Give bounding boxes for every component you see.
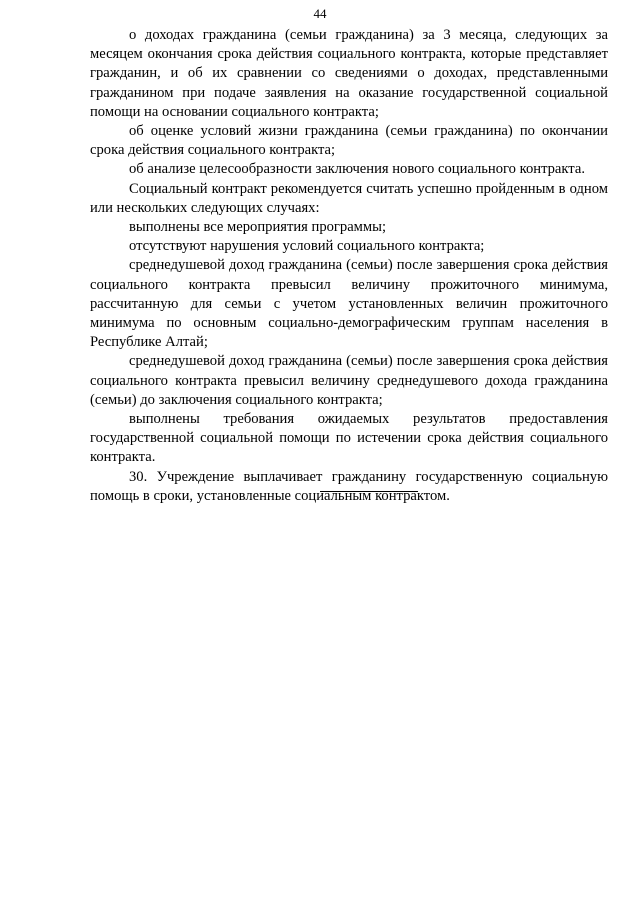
end-separator-line — [320, 491, 418, 492]
paragraph-income-above-previous: среднедушевой доход гражданина (семьи) после завершения срока действия социального контракта превысил величину среднедушевого дохода гражданина (семьи) до заключения социального контракта; — [90, 353, 608, 408]
document-body — [90, 26, 608, 506]
paragraph-requirements-met: выполнены требования ожидаемых результатов предоставления государственной социальной помощи по истечении срока действия социального контракта. — [90, 411, 608, 466]
paragraph-new-contract-analysis: об анализе целесообразности заключения нового социального контракта. — [129, 161, 585, 178]
paragraph-income-report: о доходах гражданина (семьи гражданина) за 3 месяца, следующих за месяцем окончания срока действия социального контракта, которые представляет гражданин, и об их сравнении со сведениями о доходах, представленными гражданином при подаче заявления на оказание государственной социальной помощи на основании социального контракта; — [90, 27, 608, 120]
paragraph-income-above-minimum: среднедушевой доход гражданина (семьи) после завершения срока действия социального контракта превысил величину прожиточного минимума, рассчитанную для семьи с учетом установленных величин прожиточного минимума по основным социально-демографическим группам населения в Республике Алтай; — [90, 257, 608, 351]
paragraph-no-violations: отсутствуют нарушения условий социального контракта; — [129, 238, 485, 255]
paragraph-clause-30: 30. Учреждение выплачивает гражданину государственную социальную помощь в сроки, установленные социальным контрактом. — [90, 468, 608, 504]
paragraph-living-conditions: об оценке условий жизни гражданина (семьи гражданина) по окончании срока действия социального контракта; — [90, 123, 608, 159]
paragraph-activities-completed: выполнены все мероприятия программы; — [129, 219, 387, 236]
paragraph-success-criteria: Социальный контракт рекомендуется считать успешно пройденным в одном или нескольких следующих случаях: — [90, 180, 608, 216]
page-number: 44 — [313, 6, 327, 21]
